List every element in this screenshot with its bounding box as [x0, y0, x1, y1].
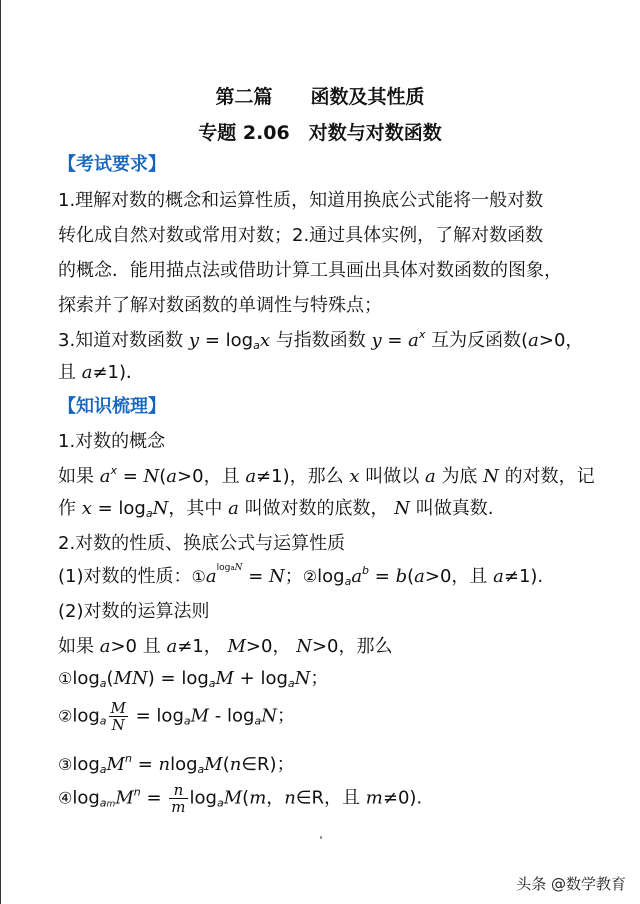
property-2-heading: (2)对数的运算法则 [58, 601, 210, 622]
rule-3: $③\log_aM^n$ = nlog$_a$M(n∈R)； [58, 752, 295, 776]
rule-4: $④\log_amM^n$ = $\frac{n}{m}$ $\log_aM(m$，n∈R，且 m≠0). [58, 781, 423, 816]
rules-condition: 如果 a>0 且 a≠1， M>0， N>0，那么 [58, 636, 393, 657]
section-review: 【知识梳理】 [58, 396, 166, 417]
concept-heading: 1.对数的概念 [58, 431, 166, 452]
page-title: 第二篇 函数及其性质 [215, 86, 425, 108]
requirement-line-2: 转化成自然对数或常用对数；2.通过具体实例，了解对数函数 [58, 225, 544, 246]
property-1: (1)对数的性质：$①a^{logaN} = N$；$②\log_aa^b = b(a>0$，且 a≠1). [58, 563, 544, 588]
properties-heading: 2.对数的性质、换底公式与运算性质 [58, 533, 346, 554]
concept-line-2: 作 $x = \log_aN$，其中 a 叫做对数的底数， N 叫做真数. [58, 498, 494, 520]
requirement-line-5: 3.知道对数函数 $y = \log_ax$ 与指数函数 $y = a^x$ 互为反函数(a>0， [58, 328, 584, 352]
requirement-line-1: 1.理解对数的概念和运算性质，知道用换底公式能将一般对数 [58, 190, 544, 211]
requirement-line-3: 的概念．能用描点法或借助计算工具画出具体对数函数的图象， [58, 260, 562, 281]
rule-1: $①\log_a(MN) = \log_aM + \log_aN$； [58, 668, 329, 690]
watermark: 头条 @数学教育 [516, 875, 626, 893]
topic-title: 专题 2.06 对数与对数函数 [198, 122, 442, 144]
requirement-line-4: 探索并了解对数函数的单调性与特殊点； [58, 295, 382, 316]
section-requirements: 【考试要求】 [58, 154, 166, 175]
requirement-line-6: 且 a≠1)． [58, 362, 145, 383]
dot-mark [320, 836, 322, 839]
concept-line-1: 如果 $a^x = N(a>0$，且 a≠1)，那么 x 叫做以 a 为底 N 的对数，记 [58, 464, 595, 487]
rule-2: $②\log_a$ $\frac{M}{N}$ = $\log_aM - \log_aN$； [58, 699, 295, 734]
